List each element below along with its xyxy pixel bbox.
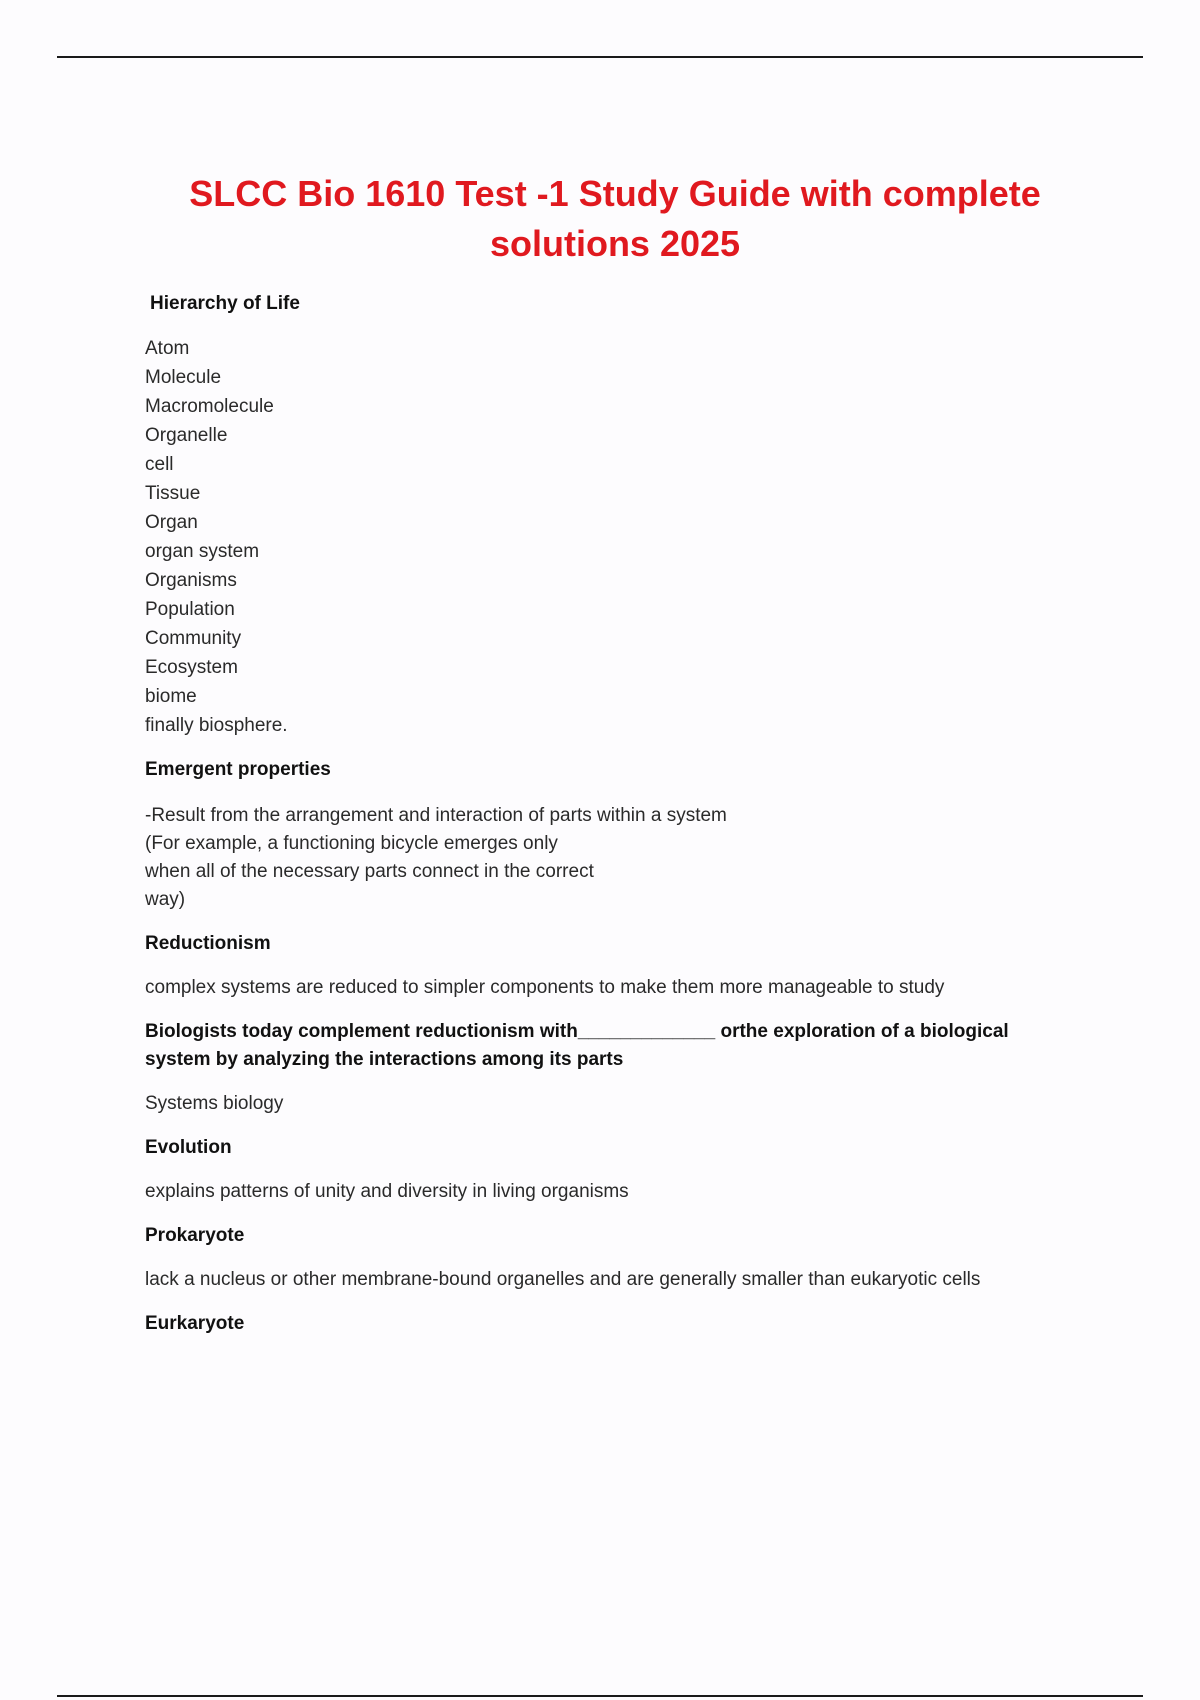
list-item: cell	[145, 454, 174, 475]
list-item: Population	[145, 599, 235, 620]
heading-hierarchy-of-life: Hierarchy of Life	[150, 293, 300, 314]
heading-prokaryote: Prokaryote	[145, 1225, 245, 1246]
heading-emergent-properties: Emergent properties	[145, 759, 331, 780]
prokaryote-answer: lack a nucleus or other membrane-bound organelles and are generally smaller than eukaryotic cells	[145, 1269, 981, 1290]
document-title: SLCC Bio 1610 Test -1 Study Guide with complete solutions 2025	[189, 173, 1041, 265]
list-item: Ecosystem	[145, 657, 238, 678]
emergent-line: way)	[145, 889, 186, 910]
hierarchy-list	[145, 334, 1065, 740]
list-item: Macromolecule	[145, 396, 274, 417]
list-item: Tissue	[145, 483, 201, 504]
list-item: Molecule	[145, 367, 222, 388]
emergent-line: when all of the necessary parts connect in the correct	[145, 861, 594, 882]
list-item: Organelle	[145, 425, 228, 446]
heading-eukaryote: Eurkaryote	[145, 1313, 245, 1334]
list-item: Community	[145, 628, 242, 649]
emergent-line: (For example, a functioning bicycle emerges only	[145, 833, 558, 854]
heading-evolution: Evolution	[145, 1137, 232, 1158]
top-rule	[57, 56, 1143, 58]
emergent-line: -Result from the arrangement and interaction of parts within a system	[145, 805, 727, 826]
list-item: biome	[145, 686, 197, 707]
heading-reductionism: Reductionism	[145, 933, 271, 954]
heading-systems-question-line1: Biologists today complement reductionism with_____________ orthe exploration of a biological	[145, 1021, 1009, 1042]
evolution-answer: explains patterns of unity and diversity in living organisms	[145, 1181, 629, 1202]
document-body	[145, 290, 1065, 1338]
systems-answer: Systems biology	[145, 1093, 284, 1114]
list-item: Atom	[145, 338, 190, 359]
heading-systems-question-line2: system by analyzing the interactions among its parts	[145, 1049, 624, 1070]
list-item: finally biosphere.	[145, 715, 288, 736]
bottom-rule	[57, 1695, 1143, 1697]
list-item: organ system	[145, 541, 260, 562]
list-item: Organ	[145, 512, 198, 533]
list-item: Organisms	[145, 570, 237, 591]
reductionism-answer: complex systems are reduced to simpler components to make them more manageable to study	[145, 977, 945, 998]
